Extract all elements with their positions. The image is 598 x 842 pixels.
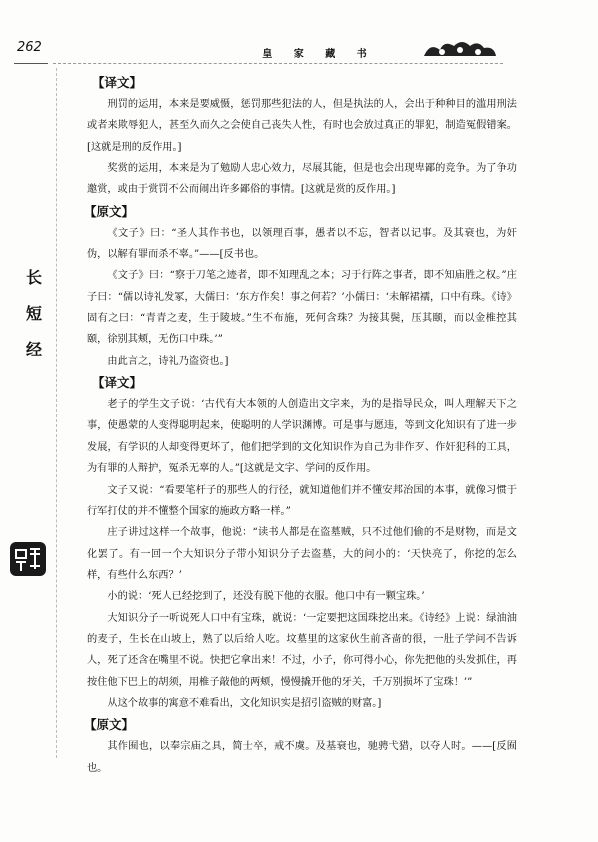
main-text: [84, 72, 517, 779]
paragraph: 文子又说：“看要笔杆子的那些人的行径，就知道他们并不懂安邦治国的本事，就像习惯于行军打仗的并不懂整个国家的施政方略一样。”: [87, 484, 517, 517]
paragraph: 小的说：‘死人已经挖到了，还没有脱下他的衣服。他口中有一颗宝珠。’: [107, 591, 425, 603]
paragraph: 大知识分子一听说死人口中有宝珠，就说：‘一定要把这国珠挖出来。《诗经》上说：绿油油的麦子，生长在山坡上，熟了以后给人吃。坟墓里的这家伙生前吝啬的很，一肚子学问不告诉人，死了还含在嘴里不说。快把它拿出来！不过，小子，你可得小心，你先把他的头发抓住，再按住他下巴上的胡须，用椎子敲他的两颊，慢慢撬开他的牙关，千万别损坏了宝珠！’”: [87, 612, 517, 688]
seal-stamp-icon: [8, 540, 48, 578]
paragraph: 《文子》曰：“圣人其作书也，以领理百事，愚者以不忘，智者以记事。及其衰也，为奸伪，以解有罪而杀不辜。”——[反书也。: [87, 227, 517, 261]
book-title: 皇 家 藏 书: [262, 49, 376, 60]
paragraph: 从这个故事的寓意不难看出，文化知识实是招引盗贼的财富。]: [107, 697, 382, 709]
side-title-char: 短: [25, 304, 42, 323]
side-title-char: 经: [25, 340, 42, 359]
paragraph: 《文子》曰：“察于刀笔之迹者，即不知理乱之本；习于行阵之事者，即不知庙胜之权。”庄子曰：“儒以诗礼发冢，大儒曰：‘东方作矣！事之何若？’小儒曰：‘未解裙襦，口中有珠。《诗》固有之曰：“青青之麦，生于陵坡。”生不布施，死何含珠？为接其鬓，压其颐，而以金椎控其颐，徐别其颊，无伤口中珠。’”: [87, 270, 517, 346]
paragraph: 庄子讲过这样一个故事，他说：“读书人都是在盗墓贼，只不过他们偷的不是财物，而是文化罢了。有一回一个大知识分子带小知识分子去盗墓，大的问小的：‘天快亮了，你挖的怎么样，有些什么东西？’: [87, 527, 517, 581]
header-rule: [53, 63, 503, 64]
paragraph: 老子的学生文子说：‘古代有大本领的人创造出文字来，为的是指导民众，叫人理解天下之事，使愚蒙的人变得聪明起来，使聪明的人学识渊博。可是事与愿违，等到文化知识有了进一步发展，有学识的人却变得更坏了，他们把学到的文化知识作为自己为非作歹、作奸犯科的工具，为有罪的人辩护，冤杀无辜的人。”[这就是文字、学问的反作用。: [87, 399, 517, 475]
page-number: 262: [17, 40, 42, 55]
section-heading-original: 【原文】: [84, 717, 135, 733]
header-rule-left: [14, 63, 48, 64]
paragraph: 由此言之，诗礼乃盗资也。]: [107, 355, 229, 367]
section-heading-translation: 【译文】: [92, 375, 143, 391]
side-title-char: 长: [25, 268, 42, 287]
section-heading-original: 【原文】: [84, 203, 135, 219]
paragraph: 刑罚的运用，本来是要威慑，惩罚那些犯法的人，但是执法的人，会出于种种目的滥用刑法或者来欺辱犯人，甚至久而久之会使自己丧失人性，有时也会放过真正的罪犯，制造冤假错案。[这就是刑的反作用。]: [87, 99, 517, 153]
section-heading-translation: 【译文】: [92, 75, 143, 90]
margin-rule: [56, 68, 57, 758]
side-title: [22, 260, 46, 368]
cloud-ornament-icon: [420, 38, 500, 64]
paragraph: 奖赏的运用，本来是为了勉励人忠心效力，尽展其能，但是也会出现卑鄙的竞争。为了争功邀赏，或由于赏罚不公而闹出许多鄙俗的事情。[这就是赏的反作用。]: [87, 163, 517, 196]
paragraph: 其作囿也，以奉宗庙之具，简士卒，戒不虞。及基衰也，驰骋弋猎，以夺人时。——[反囿也。: [87, 741, 517, 774]
